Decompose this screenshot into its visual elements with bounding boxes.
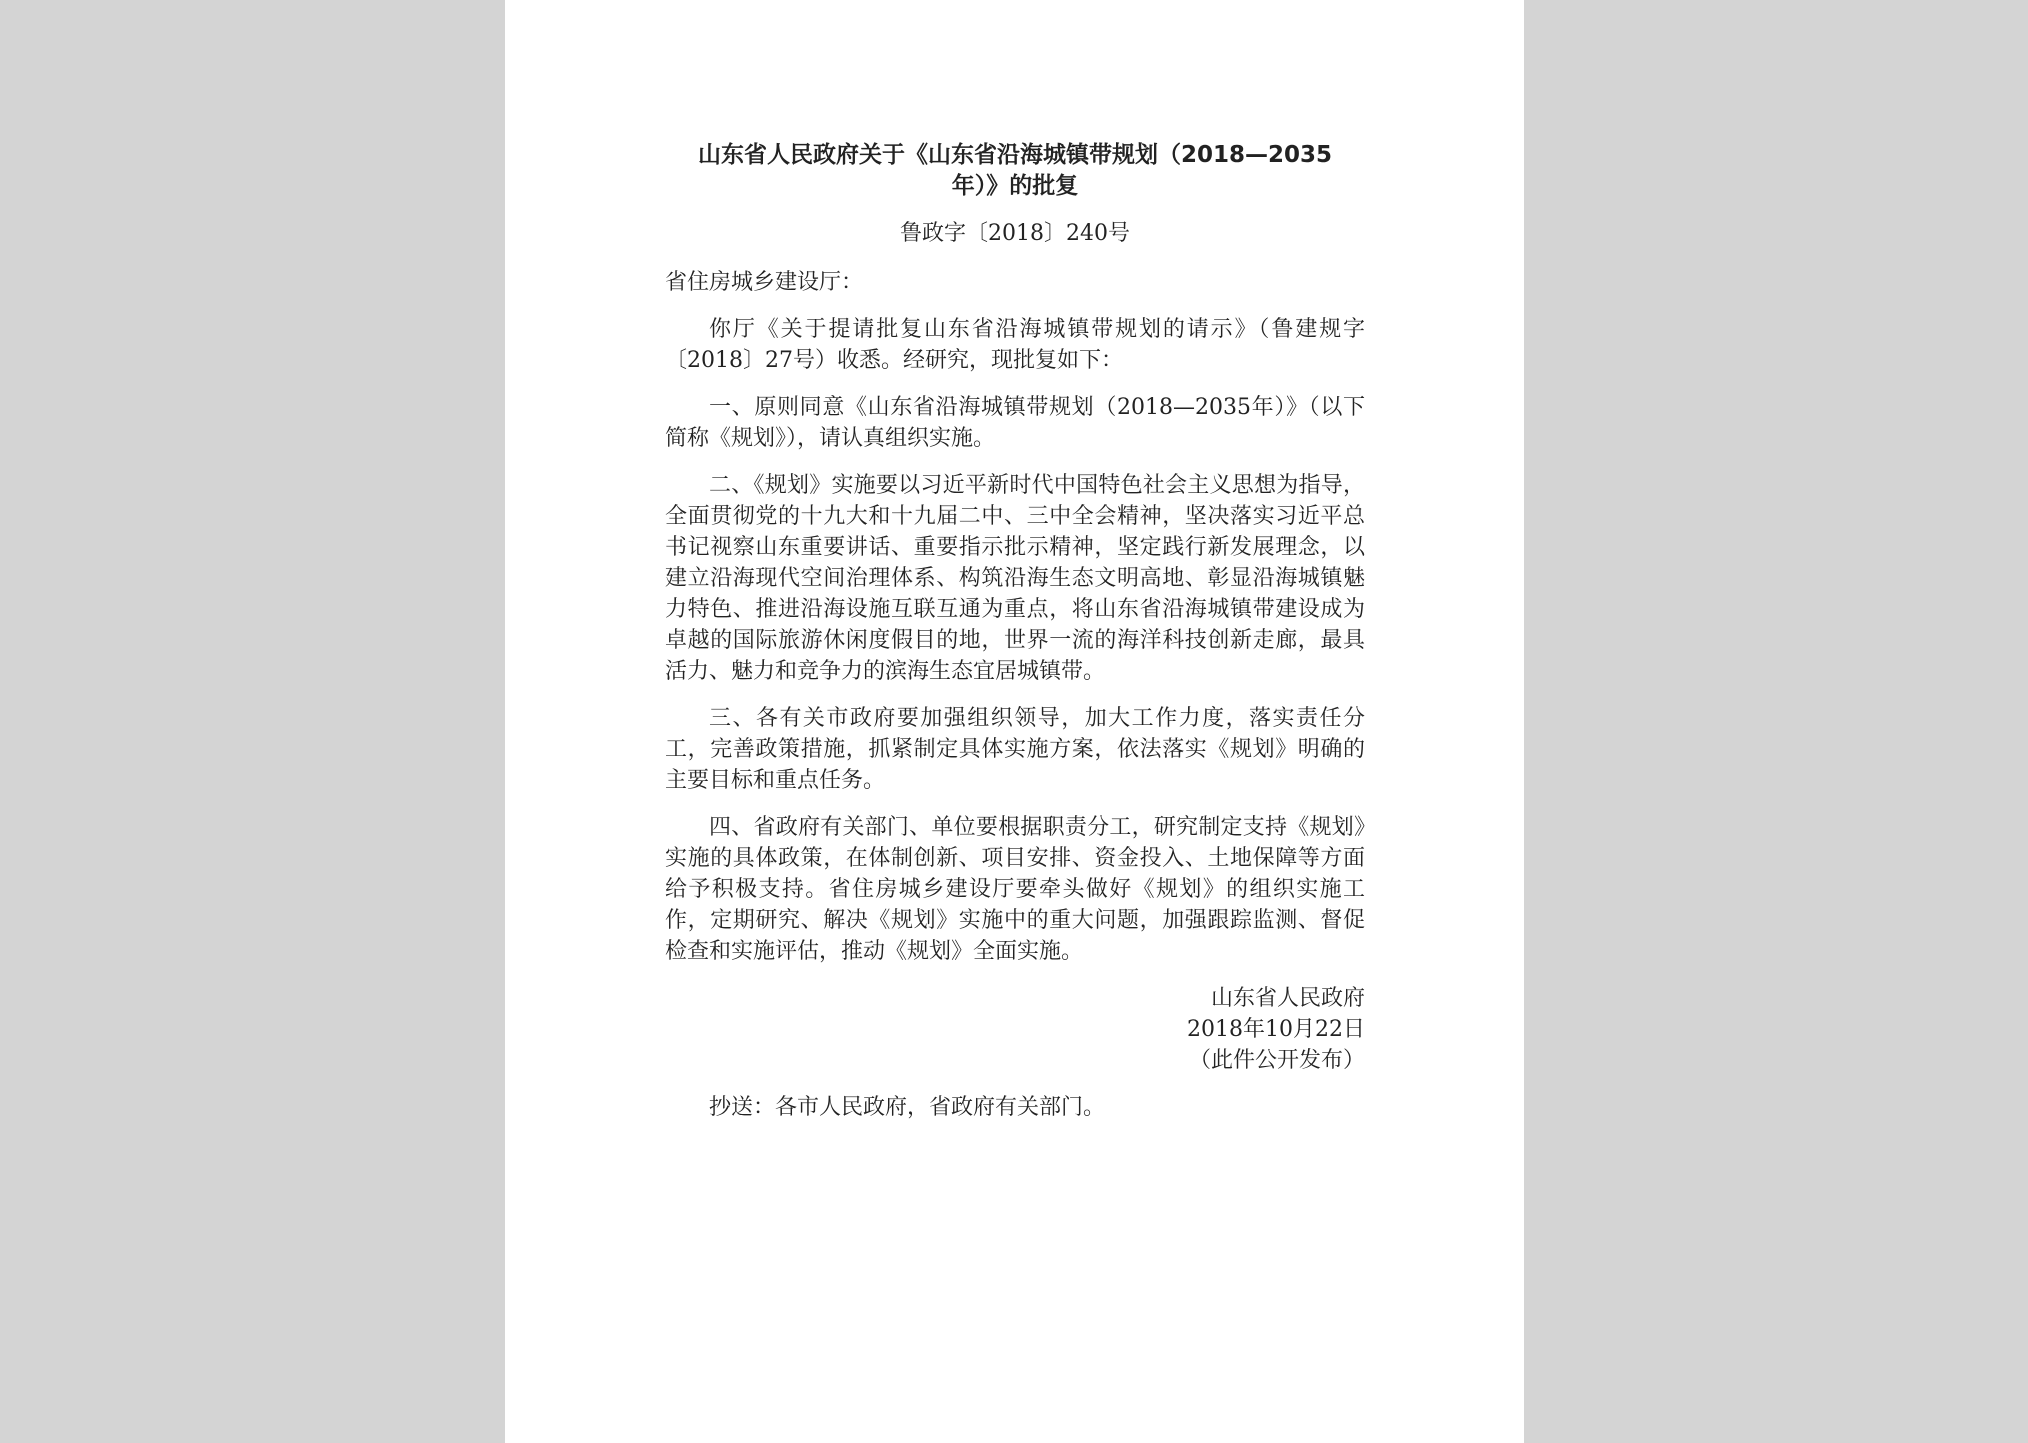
document-page <box>505 0 1524 1443</box>
paragraph-item-1: 一、原则同意《山东省沿海城镇带规划（2018—2035年）》（以下简称《规划》），请认真组织实施。 <box>665 395 1365 451</box>
signature-date: 2018年10月22日 <box>1187 1017 1365 1042</box>
document-body <box>665 140 1365 1123</box>
document-title-line-1: 山东省人民政府关于《山东省沿海城镇带规划（2018—2035 <box>697 142 1333 168</box>
addressee: 省住房城乡建设厅： <box>665 270 864 295</box>
publication-note: （此件公开发布） <box>1188 1048 1365 1073</box>
signature-organization: 山东省人民政府 <box>1210 986 1365 1011</box>
paragraph-item-2: 二、《规划》实施要以习近平新时代中国特色社会主义思想为指导，全面贯彻党的十九大和十九届二中、三中全会精神，坚决落实习近平总书记视察山东重要讲话、重要指示批示精神，坚定践行新发展理念，以建立沿海现代空间治理体系、构筑沿海生态文明高地、彰显沿海城镇魅力特色、推进沿海设施互联互通为重点，将山东省沿海城镇带建设成为卓越的国际旅游休闲度假目的地，世界一流的海洋科技创新走廊，最具活力、魅力和竞争力的滨海生态宜居城镇带。 <box>665 473 1365 684</box>
document-title-line-2: 年）》的批复 <box>951 173 1079 199</box>
paragraph-item-4: 四、省政府有关部门、单位要根据职责分工，研究制定支持《规划》实施的具体政策，在体制创新、项目安排、资金投入、土地保障等方面给予积极支持。省住房城乡建设厅要牵头做好《规划》的组织实施工作，定期研究、解决《规划》实施中的重大问题，加强跟踪监测、督促检查和实施评估，推动《规划》全面实施。 <box>665 815 1365 964</box>
signature-block <box>665 983 1365 1076</box>
document-number: 鲁政字〔2018〕240号 <box>900 221 1130 246</box>
paragraph-item-3: 三、各有关市政府要加强组织领导，加大工作力度，落实责任分工，完善政策措施，抓紧制定具体实施方案，依法落实《规划》明确的主要目标和重点任务。 <box>665 706 1365 793</box>
copy-to-line: 抄送：各市人民政府，省政府有关部门。 <box>709 1095 1106 1120</box>
document-title <box>665 140 1365 202</box>
paragraph-intro: 你厅《关于提请批复山东省沿海城镇带规划的请示》（鲁建规字〔2018〕27号）收悉。经研究，现批复如下： <box>665 317 1365 373</box>
